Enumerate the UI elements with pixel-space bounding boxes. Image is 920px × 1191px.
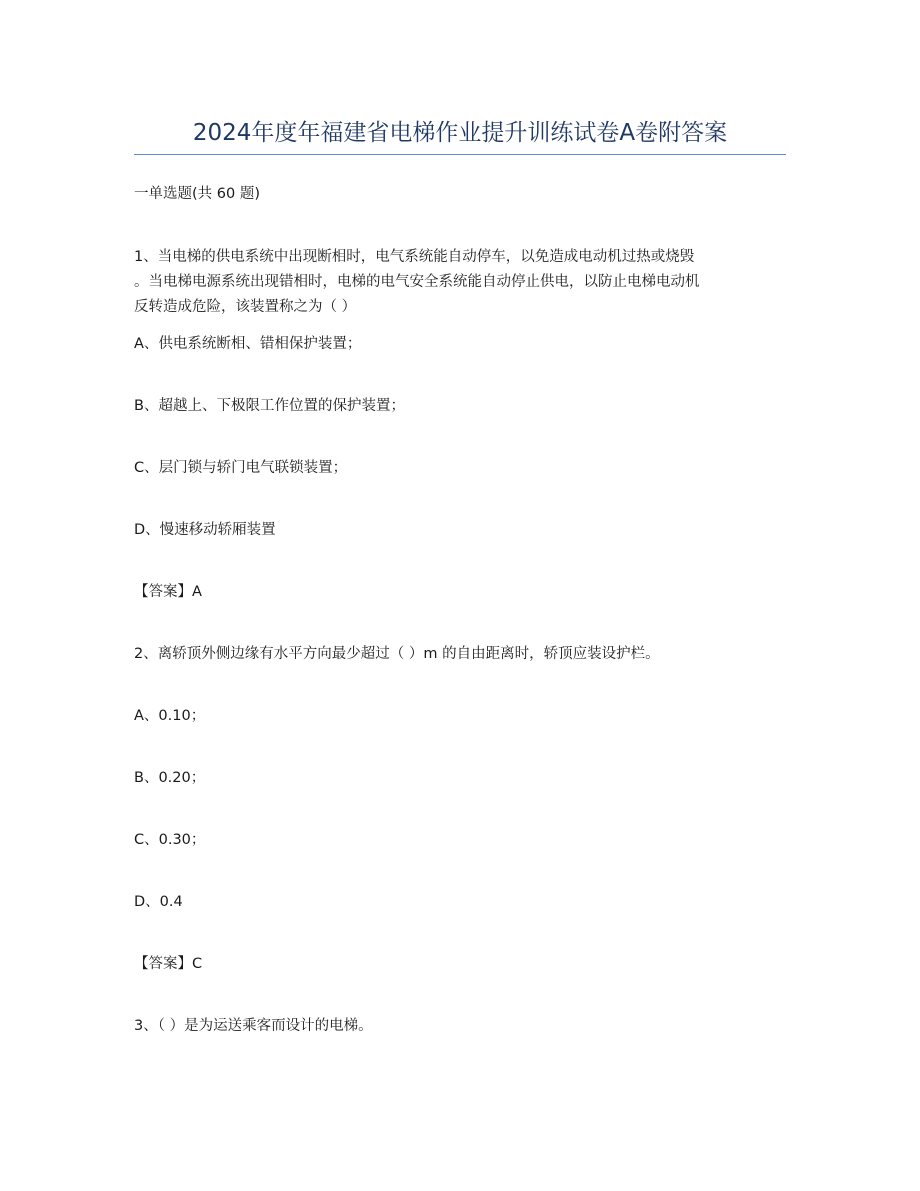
question-2-option-d: D、0.4 bbox=[134, 894, 183, 910]
question-1-stem-line: 反转造成危险，该装置称之为（ ） bbox=[134, 299, 357, 315]
title-divider bbox=[134, 154, 786, 155]
question-3-stem: 3、（ ）是为运送乘客而设计的电梯。 bbox=[134, 1018, 373, 1034]
question-1-answer: 【答案】A bbox=[134, 584, 202, 600]
question-2-option-c: C、0.30； bbox=[134, 832, 206, 848]
question-1-stem-line: 。当电梯电源系统出现错相时，电梯的电气安全系统能自动停止供电，以防止电梯电动机 bbox=[134, 274, 700, 290]
question-1-stem-line: 1、当电梯的供电系统中出现断相时，电气系统能自动停车，以免造成电动机过热或烧毁 bbox=[134, 249, 695, 265]
question-2-stem: 2、离轿顶外侧边缘有水平方向最少超过（ ）m 的自由距离时，轿顶应装设护栏。 bbox=[134, 646, 660, 662]
question-2-answer: 【答案】C bbox=[134, 956, 203, 972]
question-1-option-d: D、慢速移动轿厢装置 bbox=[134, 522, 276, 538]
question-2-option-b: B、0.20； bbox=[134, 770, 206, 786]
page-title: 2024年度年福建省电梯作业提升训练试卷A卷附答案 bbox=[192, 120, 728, 146]
question-1-option-c: C、层门锁与轿门电气联锁装置； bbox=[134, 460, 348, 476]
section-heading: 一单选题(共 60 题) bbox=[134, 186, 260, 202]
question-1-option-b: B、超越上、下极限工作位置的保护装置； bbox=[134, 398, 405, 414]
question-2-option-a: A、0.10； bbox=[134, 708, 206, 724]
question-1-option-a: A、供电系统断相、错相保护装置； bbox=[134, 336, 362, 352]
